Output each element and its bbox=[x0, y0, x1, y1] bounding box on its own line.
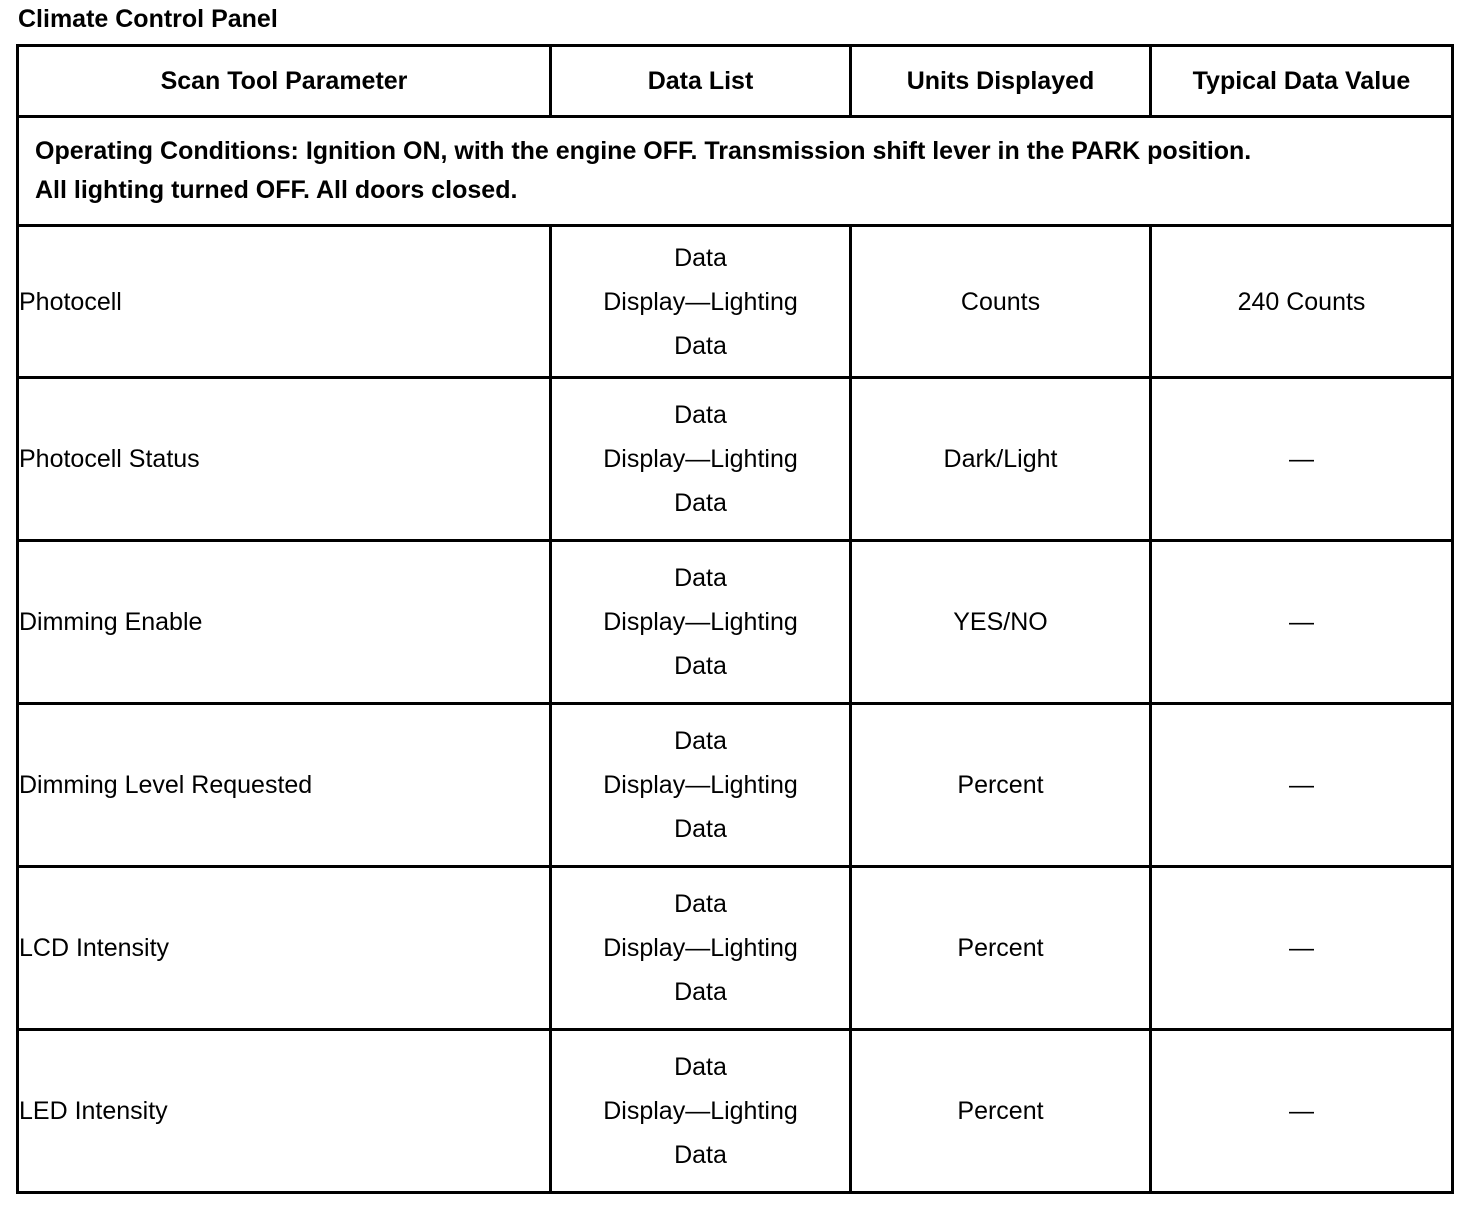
data-list-line: Data bbox=[674, 564, 727, 592]
units-cell: YES/NO bbox=[851, 541, 1151, 704]
data-list-line: Data bbox=[674, 489, 727, 517]
units-cell: Percent bbox=[851, 867, 1151, 1030]
parameter-cell: Photocell bbox=[18, 226, 551, 378]
data-list-line: Data bbox=[674, 331, 727, 360]
data-list-line: Data bbox=[674, 243, 727, 272]
typical-value-cell: — bbox=[1151, 1030, 1453, 1193]
units-cell: Dark/Light bbox=[851, 378, 1151, 541]
table-row bbox=[18, 1030, 1453, 1193]
parameter-cell: Dimming Level Requested bbox=[18, 704, 551, 867]
parameter-cell: LCD Intensity bbox=[18, 867, 551, 1030]
typical-value-cell: 240 Counts bbox=[1151, 226, 1453, 378]
data-list-line: Display—Lighting bbox=[603, 1097, 798, 1125]
operating-conditions-row bbox=[18, 117, 1453, 226]
data-list-line: Data bbox=[674, 1141, 727, 1169]
units-cell: Percent bbox=[851, 704, 1151, 867]
operating-conditions-line-1: Operating Conditions: Ignition ON, with the engine OFF. Transmission shift lever in the PARK position. bbox=[35, 137, 1252, 165]
typical-value-cell: — bbox=[1151, 867, 1453, 1030]
data-list-line: Data bbox=[674, 815, 727, 843]
table-row bbox=[18, 541, 1453, 704]
data-list-line: Data bbox=[674, 727, 727, 755]
data-list-line: Display—Lighting bbox=[603, 608, 798, 636]
parameter-cell: Photocell Status bbox=[18, 378, 551, 541]
parameter-cell: Dimming Enable bbox=[18, 541, 551, 704]
scan-tool-data-table bbox=[16, 44, 1454, 1194]
data-list-cell bbox=[551, 541, 851, 704]
header-units-displayed: Units Displayed bbox=[851, 46, 1151, 117]
units-cell: Counts bbox=[851, 226, 1151, 378]
header-typical-data-value: Typical Data Value bbox=[1151, 46, 1453, 117]
header-scan-tool-parameter: Scan Tool Parameter bbox=[18, 46, 551, 117]
data-list-line: Display—Lighting bbox=[603, 445, 798, 473]
table-row bbox=[18, 704, 1453, 867]
units-cell: Percent bbox=[851, 1030, 1151, 1193]
table-header-row bbox=[18, 46, 1453, 117]
document-title: Climate Control Panel bbox=[18, 5, 278, 33]
operating-conditions-line-2: All lighting turned OFF. All doors closed. bbox=[35, 176, 518, 204]
table-row bbox=[18, 226, 1453, 378]
data-list-line: Data bbox=[674, 652, 727, 680]
data-list-line: Data bbox=[674, 890, 727, 918]
operating-conditions-cell bbox=[18, 117, 1453, 226]
data-list-line: Data bbox=[674, 401, 727, 429]
header-data-list: Data List bbox=[551, 46, 851, 117]
parameter-cell: LED Intensity bbox=[18, 1030, 551, 1193]
table-row bbox=[18, 867, 1453, 1030]
data-list-line: Display—Lighting bbox=[603, 287, 798, 316]
data-list-cell bbox=[551, 378, 851, 541]
data-list-cell bbox=[551, 867, 851, 1030]
data-list-line: Display—Lighting bbox=[603, 771, 798, 799]
data-list-cell bbox=[551, 1030, 851, 1193]
data-list-line: Data bbox=[674, 1053, 727, 1081]
data-list-line: Display—Lighting bbox=[603, 934, 798, 962]
typical-value-cell: — bbox=[1151, 378, 1453, 541]
typical-value-cell: — bbox=[1151, 541, 1453, 704]
typical-value-cell: — bbox=[1151, 704, 1453, 867]
data-list-line: Data bbox=[674, 978, 727, 1006]
table-row bbox=[18, 378, 1453, 541]
data-list-cell bbox=[551, 226, 851, 378]
data-list-cell bbox=[551, 704, 851, 867]
